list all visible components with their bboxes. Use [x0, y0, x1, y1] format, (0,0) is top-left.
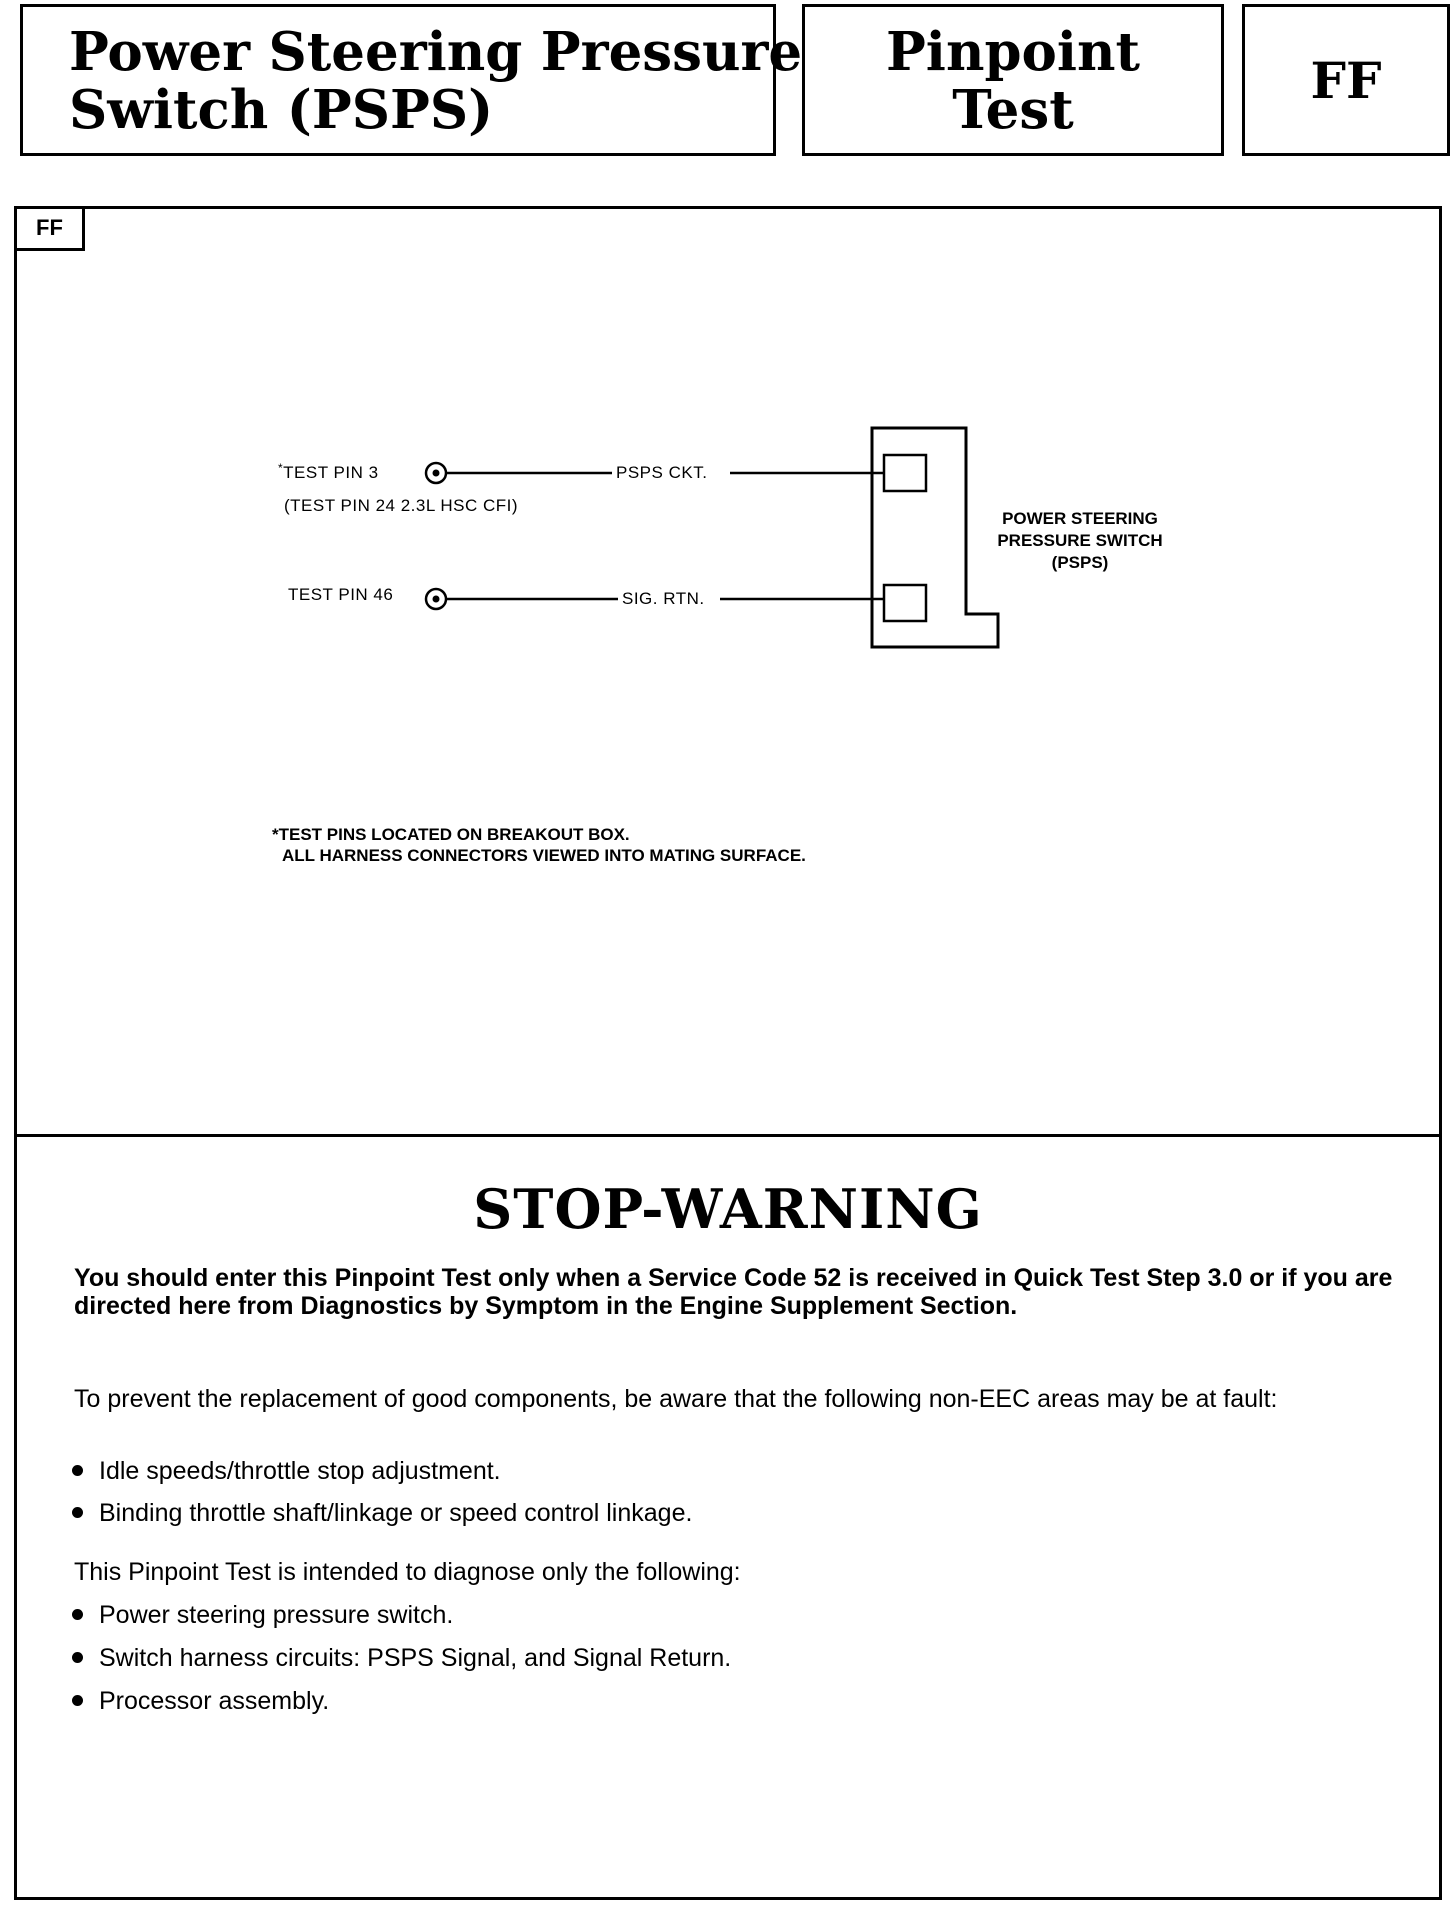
bullet-icon	[72, 1652, 83, 1663]
bullet-icon	[72, 1609, 83, 1620]
signal-return-label: SIG. RTN.	[622, 589, 705, 608]
switch-label-line-3: (PSPS)	[1051, 553, 1109, 572]
fault-item-text: Binding throttle shaft/linkage or speed control linkage.	[99, 1499, 693, 1527]
bullet-icon	[72, 1507, 83, 1518]
section-divider	[14, 1134, 1442, 1137]
diagnose-item	[72, 1643, 1372, 1673]
fault-item-text: Idle speeds/throttle stop adjustment.	[99, 1457, 501, 1485]
pinpoint-label-line-2: Test	[952, 79, 1074, 141]
bullet-icon	[72, 1465, 83, 1476]
psps-circuit-label: PSPS CKT.	[616, 463, 708, 482]
test-pin-46-label: TEST PIN 46	[288, 585, 394, 604]
bullet-icon	[72, 1695, 83, 1706]
diagnose-item-text: Switch harness circuits: PSPS Signal, and Signal Return.	[99, 1644, 732, 1672]
diagnose-text: This Pinpoint Test is intended to diagnose only the following:	[74, 1558, 741, 1586]
prevent-text: To prevent the replacement of good components, be aware that the following non-EEC areas may be at fault:	[74, 1385, 1278, 1413]
test-title-line-1: Power Steering Pressure	[69, 21, 803, 83]
pinpoint-label-line-1: Pinpoint	[885, 21, 1141, 83]
fault-item	[72, 1456, 1372, 1486]
switch-label-line-1: POWER STEERING	[1002, 509, 1158, 528]
test-pin-24-alt-label: (TEST PIN 24 2.3L HSC CFI)	[284, 496, 519, 515]
breakout-box-note: *TEST PINS LOCATED ON BREAKOUT BOX.	[272, 825, 630, 844]
test-code-box	[1242, 4, 1450, 156]
switch-label-line-2: PRESSURE SWITCH	[997, 531, 1163, 550]
diagnose-item-text: Power steering pressure switch.	[99, 1601, 454, 1629]
test-code: FF	[1310, 51, 1382, 110]
test-title-box	[20, 4, 803, 156]
test-pin-3-text: TEST PIN 3	[283, 463, 379, 482]
fault-item	[72, 1498, 1372, 1528]
psps-switch-label	[960, 508, 1200, 574]
stop-warning-title: STOP-WARNING	[473, 1177, 983, 1241]
pinpoint-test-box	[802, 4, 1224, 156]
connector-view-note: ALL HARNESS CONNECTORS VIEWED INTO MATING SURFACE.	[282, 846, 806, 865]
test-title-line-2: Switch (PSPS)	[69, 79, 494, 141]
warning-intro: You should enter this Pinpoint Test only when a Service Code 52 is received in Quick Test Step 3.0 or if you are directed here from Diagnostics by Symptom in the Engine Supplement Section.	[74, 1264, 1393, 1320]
test-pin-3-asterisk: *	[278, 461, 284, 475]
diagnose-item	[72, 1686, 1372, 1716]
diagram-tag: FF	[17, 209, 85, 251]
diagnose-item	[72, 1600, 1372, 1630]
test-pin-3-label	[278, 463, 379, 484]
diagnose-item-text: Processor assembly.	[99, 1687, 330, 1715]
